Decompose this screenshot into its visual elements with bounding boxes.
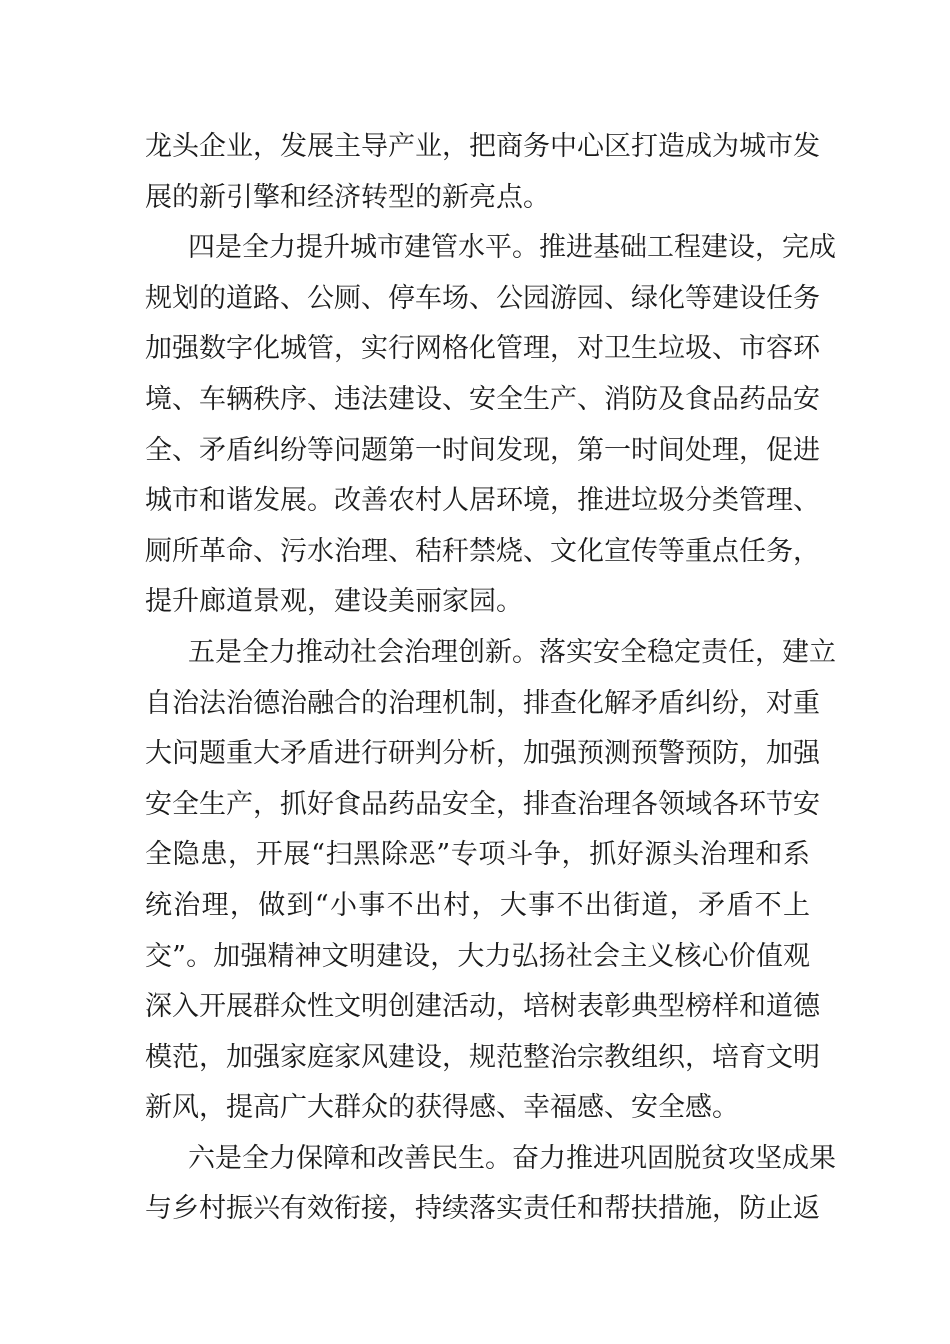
text-line: 规划的道路、公厕、停车场、公园游园、绿化等建设任务 — [145, 282, 820, 314]
paragraph-first-line: 五是全力推动社会治理创新。落实安全稳定责任，建立 — [188, 636, 836, 668]
text-line: 境、车辆秩序、违法建设、安全生产、消防及食品药品安 — [145, 383, 820, 415]
text-line: 厕所革命、污水治理、秸秆禁烧、文化宣传等重点任务， — [145, 535, 820, 567]
text-line: 龙头企业，发展主导产业，把商务中心区打造成为城市发 — [145, 131, 820, 162]
text-line: 全隐患，开展“扫黑除恶”专项斗争，抓好源头治理和系 — [145, 839, 810, 871]
paragraph-first-line: 六是全力保障和改善民生。奋力推进巩固脱贫攻坚成果 — [188, 1142, 836, 1174]
body-text — [145, 122, 836, 1235]
text-line: 模范，加强家庭家风建设，规范整治宗教组织，培育文明 — [145, 1041, 820, 1073]
paragraph-first-line: 四是全力提升城市建管水平。推进基础工程建设，完成 — [188, 232, 836, 264]
text-line: 安全生产，抓好食品药品安全，排查治理各领域各环节安 — [145, 788, 820, 820]
text-line: 交”。加强精神文明建设，大力弘扬社会主义核心价值观 — [145, 940, 810, 972]
text-line: 加强数字化城管，实行网格化管理，对卫生垃圾、市容环 — [145, 333, 820, 365]
text-line: 全、矛盾纠纷等问题第一时间发现，第一时间处理，促进 — [145, 434, 820, 466]
text-line: 与乡村振兴有效衔接，持续落实责任和帮扶措施，防止返 — [145, 1193, 820, 1225]
text-line: 提升廊道景观，建设美丽家园。 — [145, 586, 523, 618]
text-line: 新风，提高广大群众的获得感、幸福感、安全感。 — [145, 1092, 739, 1124]
text-line: 城市和谐发展。改善农村人居环境，推进垃圾分类管理、 — [145, 485, 820, 517]
text-line: 深入开展群众性文明创建活动，培树表彰典型榜样和道德 — [145, 991, 820, 1023]
text-line: 大问题重大矛盾进行研判分析，加强预测预警预防，加强 — [145, 738, 820, 770]
text-line: 统治理，做到“小事不出村，大事不出街道，矛盾不上 — [145, 889, 810, 921]
text-line: 展的新引擎和经济转型的新亮点。 — [145, 181, 550, 213]
text-line: 自治法治德治融合的治理机制，排查化解矛盾纠纷，对重 — [145, 687, 820, 719]
